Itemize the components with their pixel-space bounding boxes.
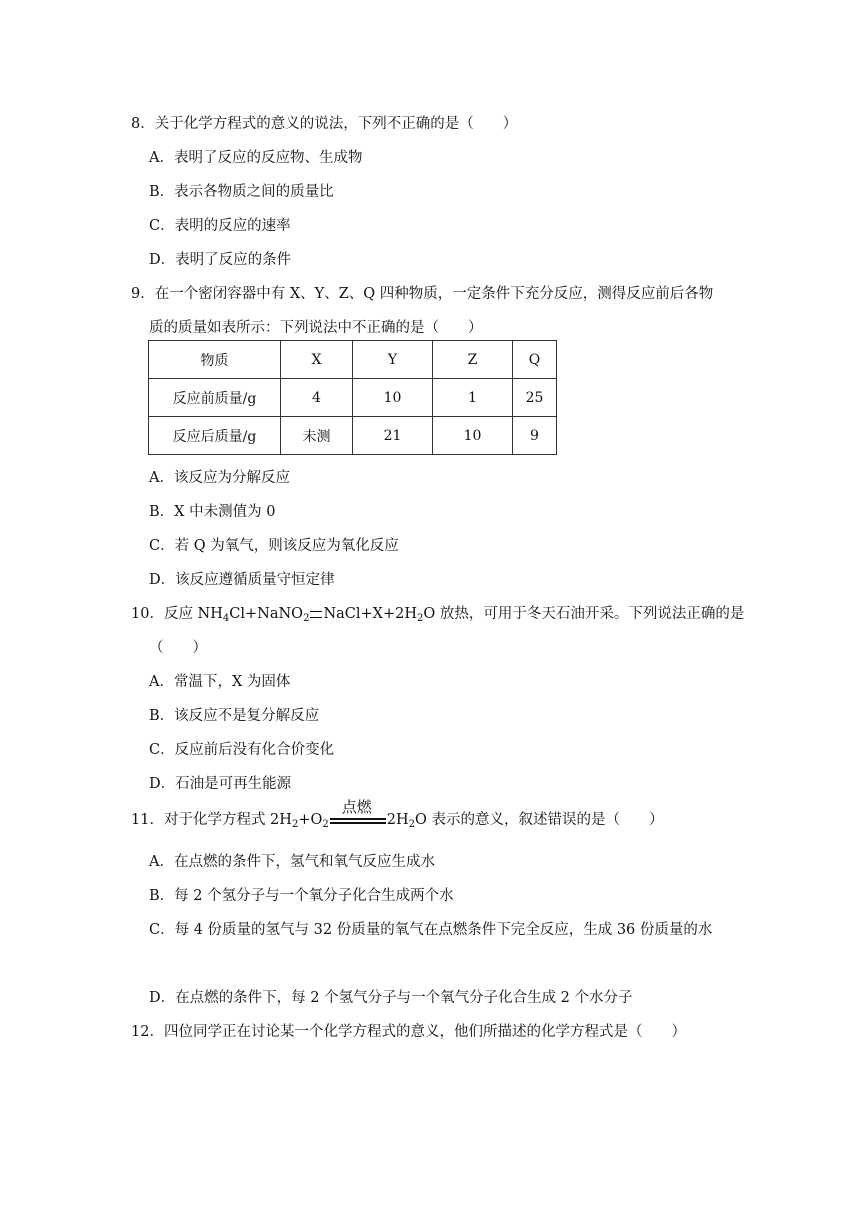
- question-10-stem-line1: [131, 602, 744, 624]
- question-8-option-b: B．表示各物质之间的质量比: [149, 184, 334, 200]
- question-11-option-c: C．每 4 份质量的氢气与 32 份质量的氧气在点燃条件下完全反应，生成 36 份质量的水: [149, 922, 713, 938]
- equation-text: O 表示的意义，叙述错误的是（ ）: [414, 812, 664, 828]
- subscript: 2: [322, 819, 329, 830]
- subscript: 2: [303, 613, 310, 624]
- equals-line-icon: [330, 818, 386, 820]
- question-9-option-b: B．X 中未测值为 0: [149, 504, 276, 520]
- question-10-stem-line2: （ ）: [149, 640, 207, 656]
- question-8-option-a: A．表明了反应的反应物、生成物: [149, 150, 363, 166]
- table-cell: 10: [353, 379, 433, 417]
- table-cell: 1: [433, 379, 513, 417]
- table-cell: 反应前质量/g: [149, 379, 281, 417]
- equation-text: 2H: [386, 812, 409, 828]
- equation-text: O 放热，可用于冬天石油开采。下列说法正确的是: [423, 606, 745, 622]
- table-cell: 21: [353, 417, 433, 455]
- question-10-option-a: A．常温下，X 为固体: [149, 674, 291, 690]
- table-row: [149, 417, 557, 455]
- question-8-option-c: C．表明的反应的速率: [149, 218, 291, 234]
- reaction-condition-arrow: [330, 798, 386, 827]
- table-cell: 未测: [281, 417, 353, 455]
- table-header-cell: 物质: [149, 341, 281, 379]
- question-10-option-b: B．该反应不是复分解反应: [149, 708, 320, 724]
- table-header-cell: X: [281, 341, 353, 379]
- table-cell: 25: [513, 379, 557, 417]
- equals-sign-icon: [310, 611, 322, 618]
- table-header-cell: Y: [353, 341, 433, 379]
- question-10-option-c: C．反应前后没有化合价变化: [149, 742, 335, 758]
- table-cell: 10: [433, 417, 513, 455]
- table-row: [149, 379, 557, 417]
- question-11-option-b: B．每 2 个氢分子与一个氧分子化合生成两个水: [149, 888, 454, 904]
- table-cell: 反应后质量/g: [149, 417, 281, 455]
- question-8-stem: 8．关于化学方程式的意义的说法，下列不正确的是（ ）: [131, 116, 518, 132]
- subscript: 2: [291, 819, 299, 830]
- table-header-cell: Q: [513, 341, 557, 379]
- equation-text: 11．对于化学方程式 2H: [131, 812, 292, 828]
- subscript: 2: [408, 819, 415, 830]
- question-9-option-a: A．该反应为分解反应: [149, 470, 290, 486]
- question-10-option-d: D．石油是可再生能源: [149, 776, 292, 792]
- question-12-stem: 12．四位同学正在讨论某一个化学方程式的意义，他们所描述的化学方程式是（ ）: [131, 1024, 686, 1040]
- table-cell: 9: [513, 417, 557, 455]
- question-11-option-a: A．在点燃的条件下，氢气和氧气反应生成水: [149, 854, 435, 870]
- equation-text: 10．反应 NH: [131, 606, 223, 622]
- question-9-option-c: C．若 Q 为氧气，则该反应为氧化反应: [149, 538, 399, 554]
- mass-data-table: [148, 340, 557, 455]
- question-9-stem-line1: 9．在一个密闭容器中有 X、Y、Z、Q 四种物质，一定条件下充分反应，测得反应前后各物: [131, 286, 714, 302]
- question-9-stem-line2: 质的质量如表所示：下列说法中不正确的是（ ）: [149, 320, 483, 336]
- reaction-condition-label: 点燃: [341, 798, 372, 816]
- table-header-row: [149, 341, 557, 379]
- equation-text: NaCl+X+2H: [323, 606, 418, 622]
- question-11-option-d: D．在点燃的条件下，每 2 个氢气分子与一个氧气分子化合生成 2 个水分子: [149, 990, 633, 1006]
- subscript: 4: [222, 613, 230, 624]
- equation-text: +O: [298, 812, 323, 828]
- table-cell: 4: [281, 379, 353, 417]
- question-11-stem: [131, 798, 664, 830]
- equals-line-icon: [330, 822, 386, 824]
- question-8-option-d: D．表明了反应的条件: [149, 252, 292, 268]
- question-9-option-d: D．该反应遵循质量守恒定律: [149, 572, 335, 588]
- subscript: 2: [417, 613, 424, 624]
- table-header-cell: Z: [433, 341, 513, 379]
- equation-text: Cl+NaNO: [229, 606, 304, 622]
